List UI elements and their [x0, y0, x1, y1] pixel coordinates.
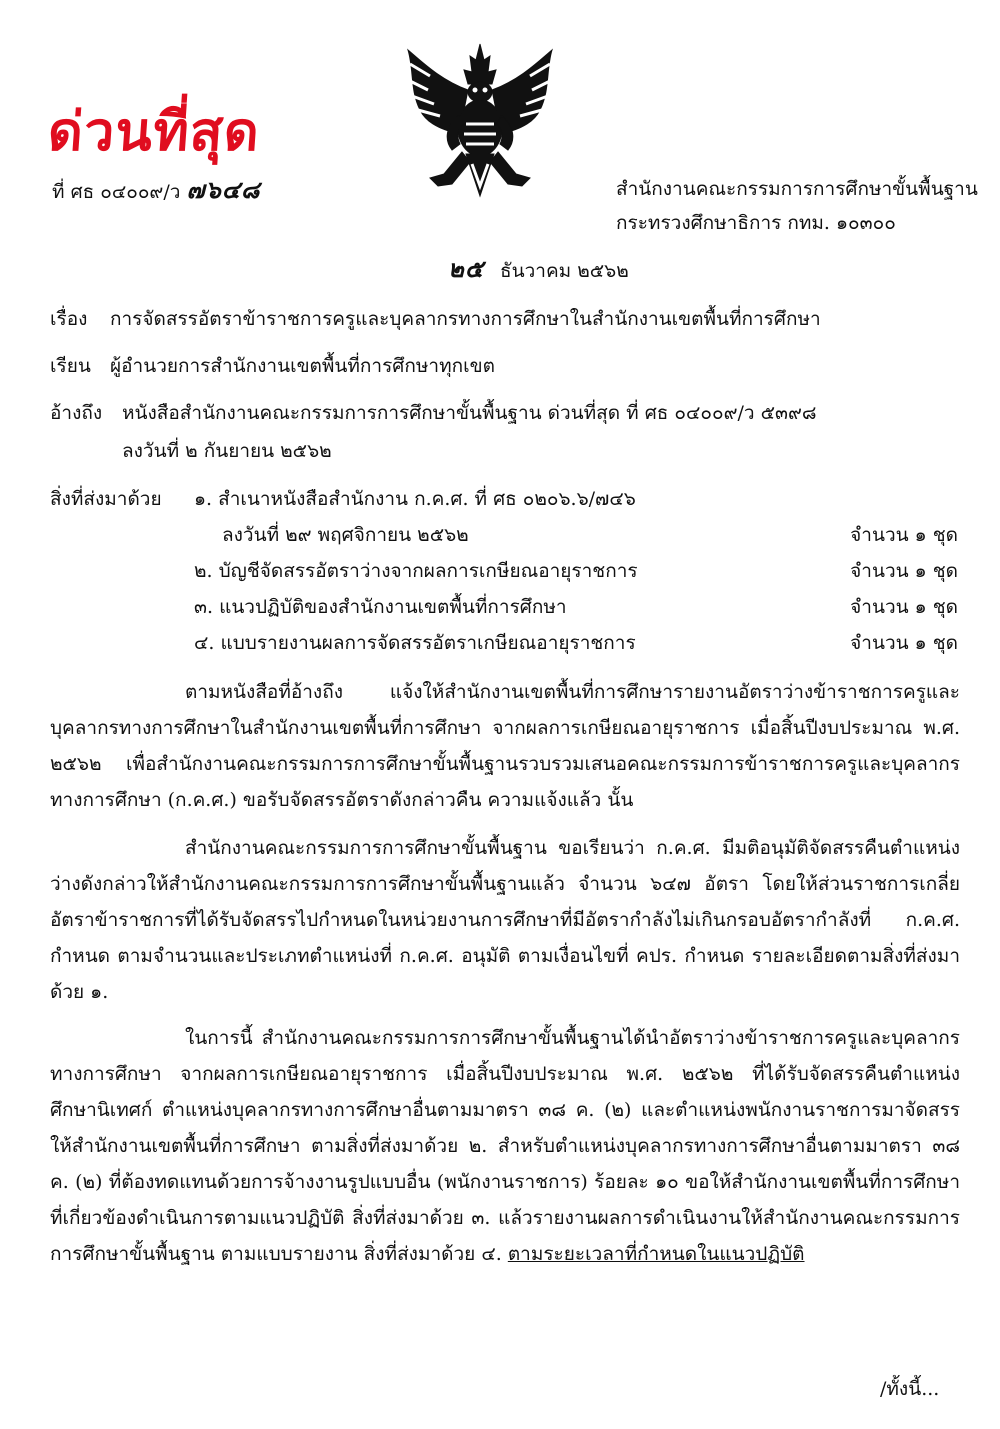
subject-label: เรื่อง: [50, 308, 88, 330]
recipient-label: เรียน: [50, 355, 91, 377]
date-month-year: ธันวาคม ๒๕๖๒: [500, 260, 629, 282]
office-address: กระทรวงศึกษาธิการ กทม. ๑๐๓๐๐: [616, 212, 896, 234]
reference-label: อ้างถึง: [50, 402, 103, 424]
enclosure-item-1-date: ลงวันที่ ๒๙ พฤศจิกายน ๒๕๖๒: [222, 524, 469, 546]
recipient-text: ผู้อำนวยการสำนักงานเขตพื้นที่การศึกษาทุกเขต: [110, 355, 495, 377]
letter-number-value: ๗๖๔๘: [186, 176, 261, 204]
reference-line-2: ลงวันที่ ๒ กันยายน ๒๕๖๒: [122, 440, 332, 462]
enclosure-item-4: ๔. แบบรายงานผลการจัดสรรอัตราเกษียณอายุราชการ: [194, 632, 636, 654]
date-day: ๒๕: [448, 255, 484, 283]
subject-text: การจัดสรรอัตราข้าราชการครูและบุคลากรทางการศึกษาในสำนักงานเขตพื้นที่การศึกษา: [110, 308, 821, 330]
letter-number: [52, 176, 260, 205]
body-paragraph-3: [50, 1020, 960, 1272]
enclosures-label: สิ่งที่ส่งมาด้วย: [50, 488, 162, 510]
body-paragraph-3-deadline: ตามระยะเวลาที่กำหนดในแนวปฏิบัติ: [507, 1243, 805, 1265]
continuation-marker: /ทั้งนี้...: [880, 1378, 940, 1400]
enclosure-item-1-qty: จำนวน ๑ ชุด: [850, 524, 958, 546]
office-name: สำนักงานคณะกรรมการการศึกษาขั้นพื้นฐาน: [616, 178, 978, 200]
enclosure-item-4-qty: จำนวน ๑ ชุด: [850, 632, 958, 654]
enclosure-item-3: ๓. แนวปฏิบัติของสำนักงานเขตพื้นที่การศึกษา: [194, 596, 567, 618]
body-paragraph-1: [50, 674, 960, 818]
urgent-stamp: ด่วนที่สุด: [45, 100, 263, 163]
body-paragraph-1-text: ตามหนังสือที่อ้างถึง แจ้งให้สำนักงานเขตพื้นที่การศึกษารายงานอัตราว่างข้าราชการครูและบุคลากรทางการศึกษาในสำนักงานเขตพื้นที่การศึกษา จากผลการเกษียณอายุราชการ เมื่อสิ้นปีงบประมาณ พ.ศ. ๒๕๖๒ เพื่อสำนักงานคณะกรรมการการศึกษาขั้นพื้นฐานรวบรวมเสนอคณะกรรมการข้าราชการครูและบุคลากรทางการศึกษา (ก.ค.ศ.) ขอรับจัดสรรอัตราดังกล่าวคืน ความแจ้งแล้ว นั้น: [50, 681, 960, 811]
body-paragraph-2: [50, 830, 960, 1010]
enclosure-item-2: ๒. บัญชีจัดสรรอัตราว่างจากผลการเกษียณอายุราชการ: [194, 560, 638, 582]
reference-line-1: หนังสือสำนักงานคณะกรรมการการศึกษาขั้นพื้นฐาน ด่วนที่สุด ที่ ศธ ๐๔๐๐๙/ว ๕๓๙๘: [122, 402, 817, 424]
enclosure-item-3-qty: จำนวน ๑ ชุด: [850, 596, 958, 618]
letter-number-prefix: ที่ ศธ ๐๔๐๐๙/ว: [52, 181, 181, 203]
enclosure-item-1: ๑. สำเนาหนังสือสำนักงาน ก.ค.ศ. ที่ ศธ ๐๒๐๖.๖/๗๔๖: [194, 488, 636, 510]
body-paragraph-3-text: ในการนี้ สำนักงานคณะกรรมการการศึกษาขั้นพื้นฐานได้นำอัตราว่างข้าราชการครูและบุคลากรทางการศึกษา จากผลการเกษียณอายุราชการ เมื่อสิ้นปีงบประมาณ พ.ศ. ๒๕๖๒ ที่ได้รับจัดสรรคืนตำแหน่งศึกษานิเทศก์ ตำแหน่งบุคลากรทางการศึกษาอื่นตามมาตรา ๓๘ ค. (๒) และตำแหน่งพนักงานราชการมาจัดสรรให้สำนักงานเขตพื้นที่การศึกษา ตามสิ่งที่ส่งมาด้วย ๒. สำหรับตำแหน่งบุคลากรทางการศึกษาอื่นตามมาตรา ๓๘ ค. (๒) ที่ต้องทดแทนด้วยการจ้างงานรูปแบบอื่น (พนักงานราชการ) ร้อยละ ๑๐ ขอให้สำนักงานเขตพื้นที่การศึกษาที่เกี่ยวข้องดำเนินการตามแนวปฏิบัติ สิ่งที่ส่งมาด้วย ๓. แล้วรายงานผลการดำเนินงานให้สำนักงานคณะกรรมการการศึกษาขั้นพื้นฐาน ตามแบบรายงาน สิ่งที่ส่งมาด้วย ๔.: [50, 1027, 960, 1265]
letter-date: [448, 255, 629, 284]
garuda-emblem-icon: [400, 40, 560, 200]
body-paragraph-2-text: สำนักงานคณะกรรมการการศึกษาขั้นพื้นฐาน ขอเรียนว่า ก.ค.ศ. มีมติอนุมัติจัดสรรคืนตำแหน่งว่างดังกล่าวให้สำนักงานคณะกรรมการการศึกษาขั้นพื้นฐานแล้ว จำนวน ๖๔๗ อัตรา โดยให้ส่วนราชการเกลี่ยอัตราข้าราชการที่ได้รับจัดสรรไปกำหนดในหน่วยงานการศึกษาที่มีอัตรากำลังไม่เกินกรอบอัตรากำลังที่ ก.ค.ศ. กำหนด ตามจำนวนและประเภทตำแหน่งที่ ก.ค.ศ. อนุมัติ ตามเงื่อนไขที่ คปร. กำหนด รายละเอียดตามสิ่งที่ส่งมาด้วย ๑.: [50, 837, 960, 1003]
enclosure-item-2-qty: จำนวน ๑ ชุด: [850, 560, 958, 582]
